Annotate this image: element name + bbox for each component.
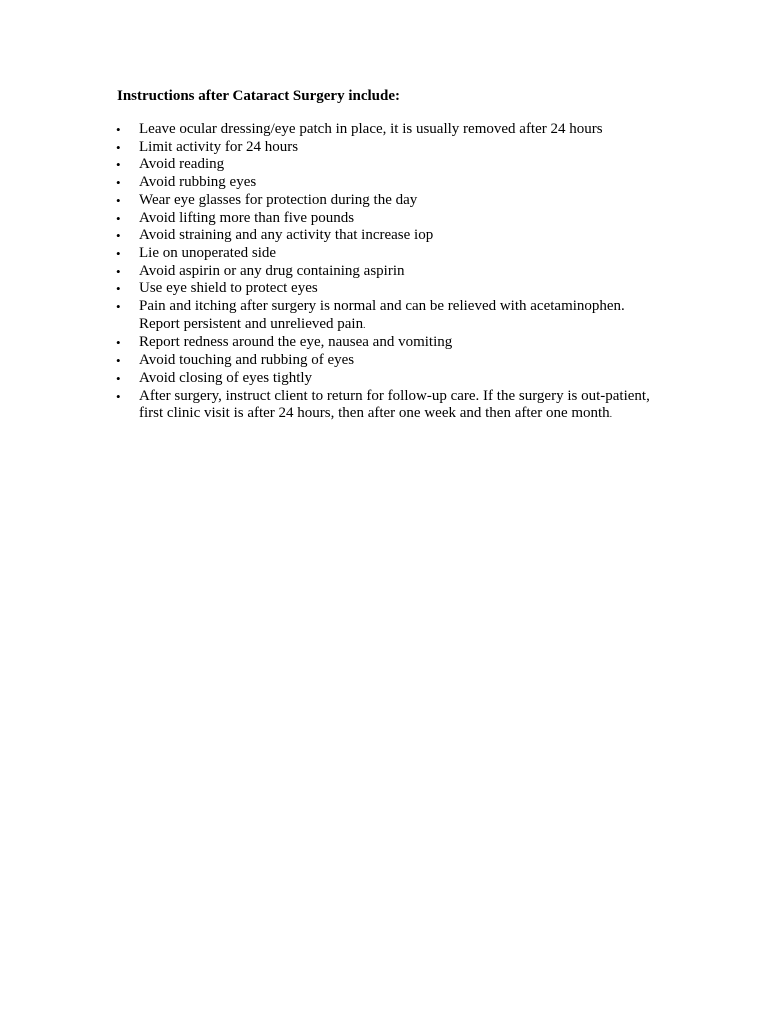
- instruction-item: [116, 298, 656, 334]
- bullet-icon: •: [116, 281, 121, 297]
- instruction-item: [116, 280, 656, 298]
- instruction-text: Lie on unoperated side: [139, 244, 277, 261]
- instruction-text-period: .: [363, 319, 366, 330]
- bullet-icon: •: [116, 139, 121, 155]
- instruction-text: Use eye shield to protect eyes: [139, 280, 318, 297]
- instruction-text: Avoid lifting more than five pounds: [139, 209, 355, 226]
- bullet-icon: •: [116, 335, 121, 351]
- instruction-text: Pain and itching after surgery is normal and can be relieved with acetaminophen. Report persistent and unrelieved pain: [139, 298, 625, 332]
- bullet-icon: •: [116, 210, 121, 226]
- bullet-icon: •: [116, 245, 121, 261]
- instruction-item: [116, 370, 656, 388]
- instruction-item: [116, 388, 656, 424]
- instruction-item: [116, 352, 656, 370]
- instruction-text: Report redness around the eye, nausea and vomiting: [139, 334, 453, 351]
- instruction-text: Avoid reading: [139, 156, 225, 173]
- instruction-item: [116, 334, 656, 352]
- instruction-text: Limit activity for 24 hours: [139, 138, 299, 155]
- bullet-icon: •: [116, 370, 121, 386]
- instruction-item: [116, 156, 656, 174]
- instruction-text: Avoid rubbing eyes: [139, 174, 257, 191]
- instruction-text: Avoid aspirin or any drug containing aspirin: [139, 262, 405, 279]
- document-heading: Instructions after Cataract Surgery include:: [117, 88, 401, 104]
- instruction-text-period: .: [609, 409, 612, 420]
- instruction-item: [116, 245, 656, 263]
- bullet-icon: •: [116, 263, 121, 279]
- instruction-item: [116, 210, 656, 228]
- bullet-icon: •: [116, 175, 121, 191]
- instruction-text: Wear eye glasses for protection during the day: [139, 191, 418, 208]
- instruction-text: Avoid touching and rubbing of eyes: [139, 352, 355, 369]
- bullet-icon: •: [116, 353, 121, 369]
- instruction-item: [116, 121, 656, 139]
- bullet-icon: •: [116, 299, 121, 315]
- instruction-list: [116, 121, 656, 424]
- instruction-text: After surgery, instruct client to return for follow-up care. If the surgery is out-patient, first clinic visit is after 24 hours, then after one week and then after one month: [139, 387, 650, 422]
- bullet-icon: •: [116, 122, 121, 137]
- instruction-item: [116, 139, 656, 157]
- instruction-text: Leave ocular dressing/eye patch in place, it is usually removed after 24 hours: [139, 121, 603, 137]
- instruction-item: [116, 263, 656, 281]
- instruction-text: Avoid closing of eyes tightly: [139, 369, 313, 386]
- bullet-icon: •: [116, 388, 121, 404]
- instruction-text: Avoid straining and any activity that increase iop: [139, 227, 434, 244]
- bullet-icon: •: [116, 192, 121, 208]
- bullet-icon: •: [116, 157, 121, 173]
- instruction-item: [116, 174, 656, 192]
- instruction-item: [116, 192, 656, 210]
- bullet-icon: •: [116, 228, 121, 244]
- instruction-item: [116, 227, 656, 245]
